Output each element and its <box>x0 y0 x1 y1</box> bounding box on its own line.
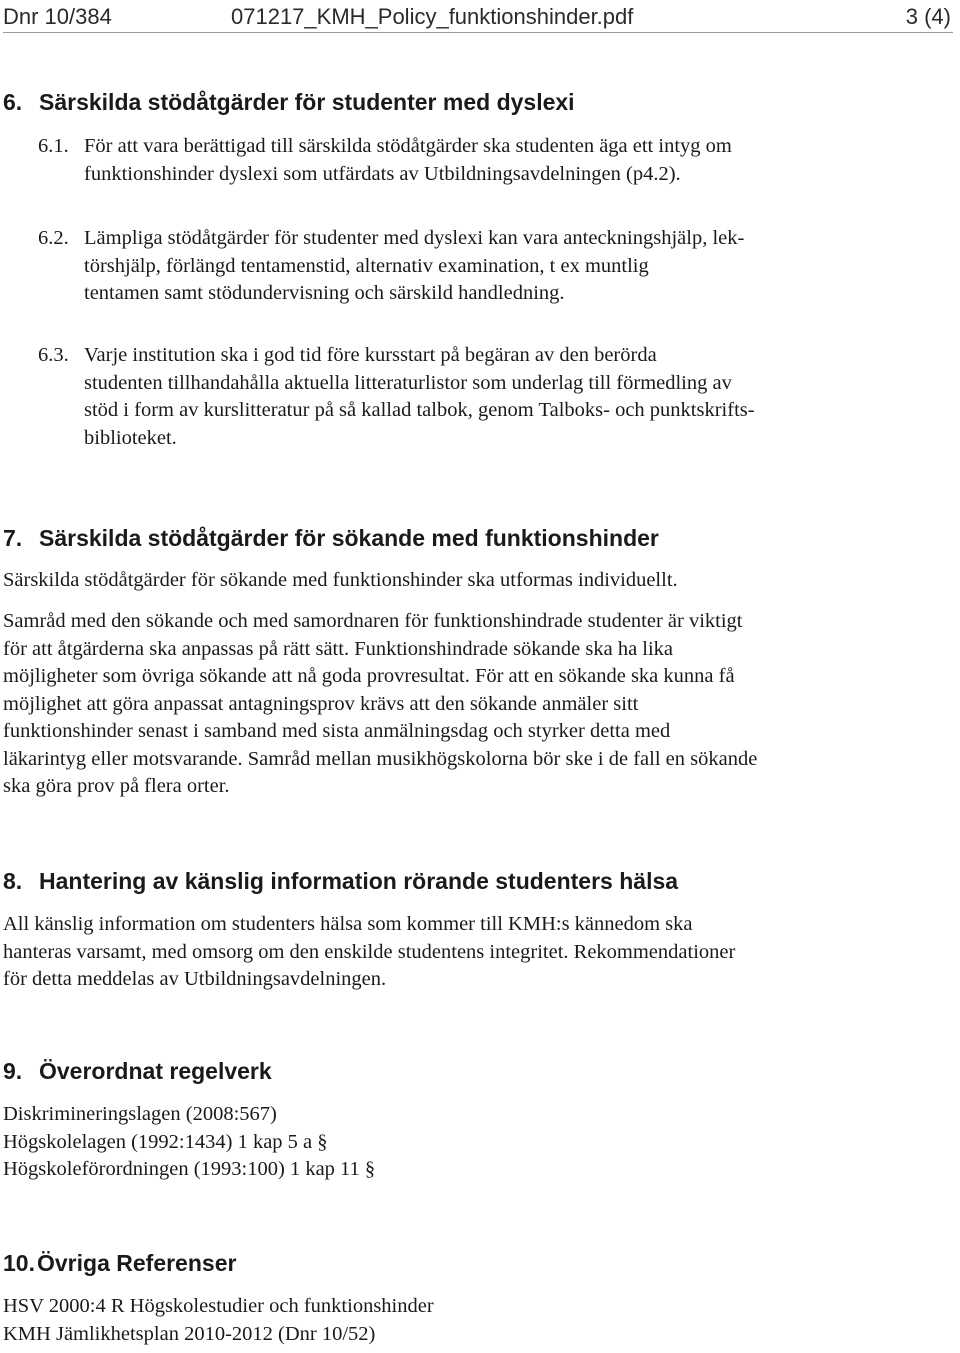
list-item-6-1 <box>38 133 938 188</box>
text-line: möjligheter som övriga sökande att nå goda provresultat. För att en sökande ska kunna få <box>3 665 735 687</box>
section-number: 9. <box>3 1058 23 1084</box>
list-item-6-3 <box>38 342 938 452</box>
section-8-paragraph <box>3 911 943 994</box>
text-line: För att vara berättigad till särskilda stödåtgärder ska studenten äga ett intyg om <box>84 135 732 157</box>
section-7-intro <box>3 567 943 595</box>
text-line: för detta meddelas av Utbildningsavdelningen. <box>3 968 387 990</box>
text-line: All känslig information om studenters hälsa som kommer till KMH:s kännedom ska <box>3 913 693 935</box>
section-number: 7. <box>3 525 23 551</box>
section-number: 6. <box>3 89 23 115</box>
text-line: möjlighet att göra anpassat antagningsprov krävs att den sökande anmäler sitt <box>3 692 639 715</box>
item-text <box>84 342 938 452</box>
section-number: 10. <box>3 1250 35 1276</box>
regulation-item: Högskolelagen (1992:1434) 1 kap 5 a § <box>3 1130 328 1153</box>
text-line: Särskilda stödåtgärder för sökande med funktionshinder ska utformas individuellt. <box>3 569 678 591</box>
section-10-list <box>3 1293 943 1348</box>
section-title: Överordnat regelverk <box>39 1058 272 1084</box>
text-line: ska göra prov på flera orter. <box>3 775 230 797</box>
text-line: stöd i form av kurslitteratur på så kallad talbok, genom Talboks- och punktskrifts- <box>84 399 755 421</box>
text-line: funktionshinder dyslexi som utfärdats av Utbildningsavdelningen (p4.2). <box>84 162 681 185</box>
section-6-heading <box>3 89 575 116</box>
section-9-list <box>3 1101 943 1184</box>
item-number: 6.2. <box>38 227 69 249</box>
regulation-item: Högskoleförordningen (1993:100) 1 kap 11 § <box>3 1158 376 1180</box>
text-line: funktionshinder senast i samband med sista anmälningsdag och styrker detta med <box>3 720 671 742</box>
section-title: Övriga Referenser <box>37 1250 237 1276</box>
section-title: Särskilda stödåtgärder för studenter med dyslexi <box>39 89 575 115</box>
text-line: för att åtgärderna ska anpassas på rätt sätt. Funktionshindrade sökande ska ha lika <box>3 637 674 660</box>
text-line: tentamen samt stödundervisning och särskild handledning. <box>84 282 565 304</box>
list-item-6-2 <box>38 225 938 308</box>
item-text <box>84 225 938 308</box>
section-title: Särskilda stödåtgärder för sökande med funktionshinder <box>39 525 659 551</box>
item-number: 6.3. <box>38 344 69 366</box>
text-line: törshjälp, förlängd tentamenstid, alternativ examination, t ex muntlig <box>84 254 649 277</box>
reference-item: KMH Jämlikhetsplan 2010-2012 (Dnr 10/52) <box>3 1322 376 1345</box>
text-line: hanteras varsamt, med omsorg om den enskilde studentens integritet. Rekommendationer <box>3 940 736 963</box>
section-9-heading <box>3 1058 272 1085</box>
text-line: Lämpliga stödåtgärder för studenter med dyslexi kan vara anteckningshjälp, lek- <box>84 227 745 249</box>
section-7-heading <box>3 525 659 552</box>
text-line: biblioteket. <box>84 426 177 449</box>
text-line: läkarintyg eller motsvarande. Samråd mellan musikhögskolorna bör ske i de fall en sökande <box>3 747 758 770</box>
section-title: Hantering av känslig information rörande studenters hälsa <box>39 868 679 894</box>
text-line: Samråd med den sökande och med samordnaren för funktionshindrade studenter är viktigt <box>3 610 743 632</box>
section-7-paragraph <box>3 608 943 801</box>
header-page-number: 3 (4) <box>905 4 951 29</box>
section-8-heading <box>3 868 678 895</box>
section-number: 8. <box>3 868 23 894</box>
item-number: 6.1. <box>38 135 69 157</box>
header-filename: 071217_KMH_Policy_funktionshinder.pdf <box>231 4 634 29</box>
section-10-heading <box>3 1250 236 1277</box>
reference-item: HSV 2000:4 R Högskolestudier och funktionshinder <box>3 1295 434 1317</box>
page-header <box>3 2 953 33</box>
text-line: Varje institution ska i god tid före kursstart på begäran av den berörda <box>84 344 657 366</box>
text-line: studenten tillhandahålla aktuella litteraturlistor som underlag till förmedling av <box>84 371 732 394</box>
item-text <box>84 133 938 188</box>
regulation-item: Diskrimineringslagen (2008:567) <box>3 1103 277 1125</box>
header-dnr: Dnr 10/384 <box>3 4 112 29</box>
